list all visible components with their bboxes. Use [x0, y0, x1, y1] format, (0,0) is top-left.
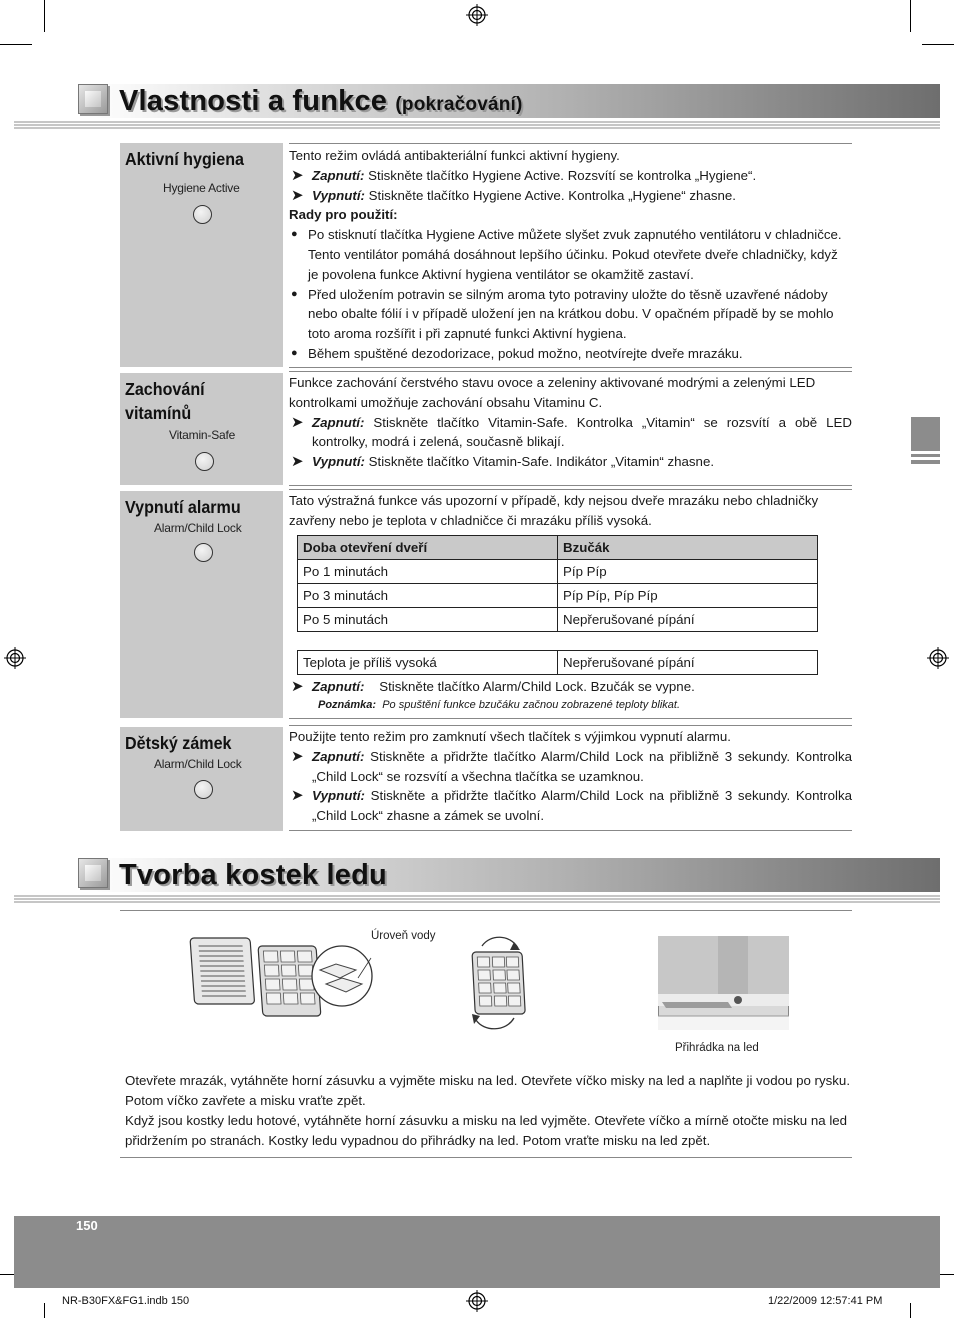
off-instruction: ➤ Vypnutí: Stiskněte tlačítko Hygiene Active. Kontrolka „Hygiene“ zhasne. — [291, 186, 736, 204]
table-cell: Píp Píp — [558, 560, 818, 584]
table-cell: Po 3 minutách — [298, 584, 558, 608]
on-instruction: ➤ Zapnutí: Stiskněte tlačítko Vitamin-Safe. Kontrolka „Vitamin“ se rozsvítí a obě LED kontrolky, modrá i zelená, současně blikají. — [291, 413, 852, 450]
button-label: Hygiene Active — [163, 181, 240, 195]
divider — [289, 143, 852, 144]
button-label: Alarm/Child Lock — [154, 757, 242, 771]
table-cell: Po 1 minutách — [298, 560, 558, 584]
table-row — [298, 560, 818, 584]
banner-square-icon — [78, 858, 108, 888]
banner-stripe — [14, 894, 940, 903]
section-title: Vlastnosti a funkce (pokračování) — [119, 85, 523, 117]
intro-text: Tento režim ovládá antibakteriální funkci aktivní hygieny. — [289, 148, 620, 163]
note: Poznámka: Po spuštění funkce bzučáku začnou zobrazené teploty blikat. — [318, 698, 680, 711]
off-instruction: ➤ Vypnutí: Stiskněte tlačítko Vitamin-Safe. Indikátor „Vitamin“ zhasne. — [291, 453, 715, 471]
button-label: Alarm/Child Lock — [154, 521, 242, 535]
child-lock-button-icon — [194, 780, 213, 799]
divider — [289, 367, 852, 368]
arrow-bullet-icon: ➤ — [291, 678, 304, 695]
tips-heading: Rady pro použití: — [289, 207, 398, 223]
alarm-instructions — [289, 677, 852, 713]
registration-mark-icon — [466, 1290, 488, 1312]
alarm-table — [297, 535, 818, 632]
tip-item: ● Před uložením potravin se silným aroma tyto potraviny uložte do těsně uzavřené nádoby nebo obalte fólií i v případě uložení jen na krátkou dobu. V opačném případě by se mohlo toto aroma rozšířit i při zapnuté funkci Aktivní hygiena. — [289, 285, 852, 344]
crop-mark — [44, 0, 45, 32]
divider — [120, 910, 852, 911]
crop-mark — [0, 44, 32, 45]
arrow-bullet-icon: ➤ — [291, 166, 304, 184]
feature-text-hygiene — [289, 146, 852, 364]
registration-mark-icon — [466, 4, 488, 26]
feature-panel-hygiene — [120, 143, 283, 367]
table-cell: Nepřerušované pípání — [558, 608, 818, 632]
feature-name: Zachování vitamínů — [125, 379, 205, 423]
temperature-table — [297, 650, 818, 675]
divider — [289, 718, 852, 719]
table-row — [298, 608, 818, 632]
arrow-bullet-icon: ➤ — [291, 186, 304, 204]
on-instruction: ➤ Zapnutí: Stiskněte tlačítko Hygiene Active. Rozsvítí se kontrolka „Hygiene“. — [291, 166, 757, 184]
hygiene-active-button-icon — [193, 205, 212, 224]
file-slug: NR-B30FX&FG1.indb 150 — [62, 1295, 190, 1307]
table-header-cell: Doba otevření dveří — [298, 536, 558, 560]
table-cell: Po 5 minutách — [298, 608, 558, 632]
button-label: Vitamin-Safe — [169, 428, 236, 442]
ice-bin-label: Přihrádka na led — [675, 1042, 759, 1054]
crop-mark — [910, 0, 911, 32]
table-cell: Teplota je příliš vysoká — [298, 651, 558, 675]
tip-item: ● Po stisknutí tlačítka Hygiene Active můžete slyšet zvuk zapnutého ventilátoru v chladničce. Tento ventilátor pomáhá dosáhnout lepšího účinku. Pokud otevřete dveře chladničky, když je povolena funkce Aktivní hygiena ventilátor se okamžitě zastaví. — [289, 225, 852, 284]
feature-panel-alarm — [120, 491, 283, 718]
water-level-label: Úroveň vody — [371, 930, 436, 942]
feature-text-alarm: Tato výstražná funkce vás upozorní v případě, kdy nejsou dveře mrazáku nebo chladničky zavřeny nebo je teplota v chladničce či mrazáku příliš vysoká. — [289, 493, 819, 528]
feature-text-childlock: Použijte tento režim pro zamknutí všech tlačítek s výjimkou vypnutí alarmu. ➤ Zapnutí: Stiskněte a přidržte tlačítko Alarm/Child Lock na přibližně 3 sekundy. Kontrolka „Child Lock“ se rozsvítí a všechna tlačítka se uzamknou. ➤ Vypnutí: Stiskněte a přidržte tlačítko Alarm/Child Lock na přibližně 3 sekundy. Kontrolka „Child Lock“ zhasne a zámek se uvolní. — [289, 727, 852, 826]
arrow-bullet-icon: ➤ — [291, 413, 304, 431]
divider — [289, 725, 852, 726]
feature-panel-childlock — [120, 727, 283, 831]
side-tab — [911, 417, 940, 451]
divider — [289, 485, 852, 486]
table-header-cell: Bzučák — [558, 536, 818, 560]
table-row — [298, 651, 818, 675]
tip-item: ● Během spuštěné dezodorizace, pokud možno, neotvírejte dveře mrazáku. — [289, 344, 852, 364]
rotate-arrow-icon — [476, 1018, 514, 1029]
section-subtitle: (pokračování) — [395, 94, 523, 115]
section-title: Tvorba kostek ledu — [119, 859, 387, 891]
alarm-button-icon — [194, 543, 213, 562]
divider — [289, 371, 852, 372]
feature-panel-vitamin — [120, 373, 283, 485]
tray-rotation-illustration — [460, 930, 530, 1034]
on-instruction: ➤ Zapnutí: Stiskněte a přidržte tlačítko Alarm/Child Lock na přibližně 3 sekundy. Kontrolka „Child Lock“ se rozsvítí a všechna tlačítka se uzamknou. — [291, 747, 852, 784]
table-cell: Píp Píp, Píp Píp — [558, 584, 818, 608]
banner-square-icon — [78, 84, 108, 114]
arrow-bullet-icon: ➤ — [291, 747, 304, 765]
feature-name: Vypnutí alarmu — [125, 497, 241, 517]
feature-name: Aktivní hygiena — [125, 149, 244, 169]
section-banner — [14, 858, 940, 892]
feature-name: Dětský zámek — [125, 733, 232, 753]
vitamin-safe-button-icon — [195, 452, 214, 471]
divider — [289, 489, 852, 490]
arrow-bullet-icon: ➤ — [291, 787, 304, 805]
feature-text-vitamin: Funkce zachování čerstvého stavu ovoce a zeleniny aktivované modrými a zelenými LED kontrolkami umožňuje zachování obsahu Vitaminu C. ➤ Zapnutí: Stiskněte tlačítko Vitamin-Safe. Kontrolka „Vitamin“ se rozsvítí a obě LED kontrolky, modrá i zelená, současně blikají. ➤ Vypnutí: Stiskněte tlačítko Vitamin-Safe. Indikátor „Vitamin“ zhasne. — [289, 375, 852, 471]
divider — [120, 1157, 852, 1158]
arrow-bullet-icon: ➤ — [291, 453, 304, 471]
table-row — [298, 584, 818, 608]
off-instruction: ➤ Vypnutí: Stiskněte a přidržte tlačítko Alarm/Child Lock na přibližně 3 sekundy. Kontrolka „Child Lock“ zhasne a zámek se uvolní. — [291, 787, 852, 824]
table-header-row — [298, 536, 818, 560]
section-banner — [14, 84, 940, 118]
banner-stripe — [14, 120, 940, 129]
date-slug: 1/22/2009 12:57:41 PM — [768, 1295, 883, 1307]
divider — [289, 830, 852, 831]
registration-mark-icon — [4, 647, 26, 669]
ice-bin-photo — [658, 936, 789, 1030]
on-instruction: ➤ Zapnutí: Stiskněte tlačítko Alarm/Child Lock. Bzučák se vypne. — [291, 678, 695, 695]
side-tab-stripe — [911, 454, 940, 457]
page-number: 150 — [76, 1218, 98, 1233]
registration-mark-icon — [927, 647, 949, 669]
ice-instructions: Otevřete mrazák, vytáhněte horní zásuvku a vyjměte misku na led. Otevřete víčko misky na led a naplňte ji vodou po rysku. Potom víčko zavřete a misku vraťte zpět. Když jsou kostky ledu hotové, vytáhněte horní zásuvku a misku na led vyjměte. Otevřete víčko a mírně otočte misku na led přidržením po stranách. Kostky ledu vypadnou do přihrádky na led. Potom vraťte misku na led zpět. — [125, 1073, 851, 1148]
ice-tray-illustration — [186, 934, 386, 1024]
side-tab-stripe — [911, 460, 940, 464]
crop-mark — [922, 44, 954, 45]
table-cell: Nepřerušované pípání — [558, 651, 818, 675]
